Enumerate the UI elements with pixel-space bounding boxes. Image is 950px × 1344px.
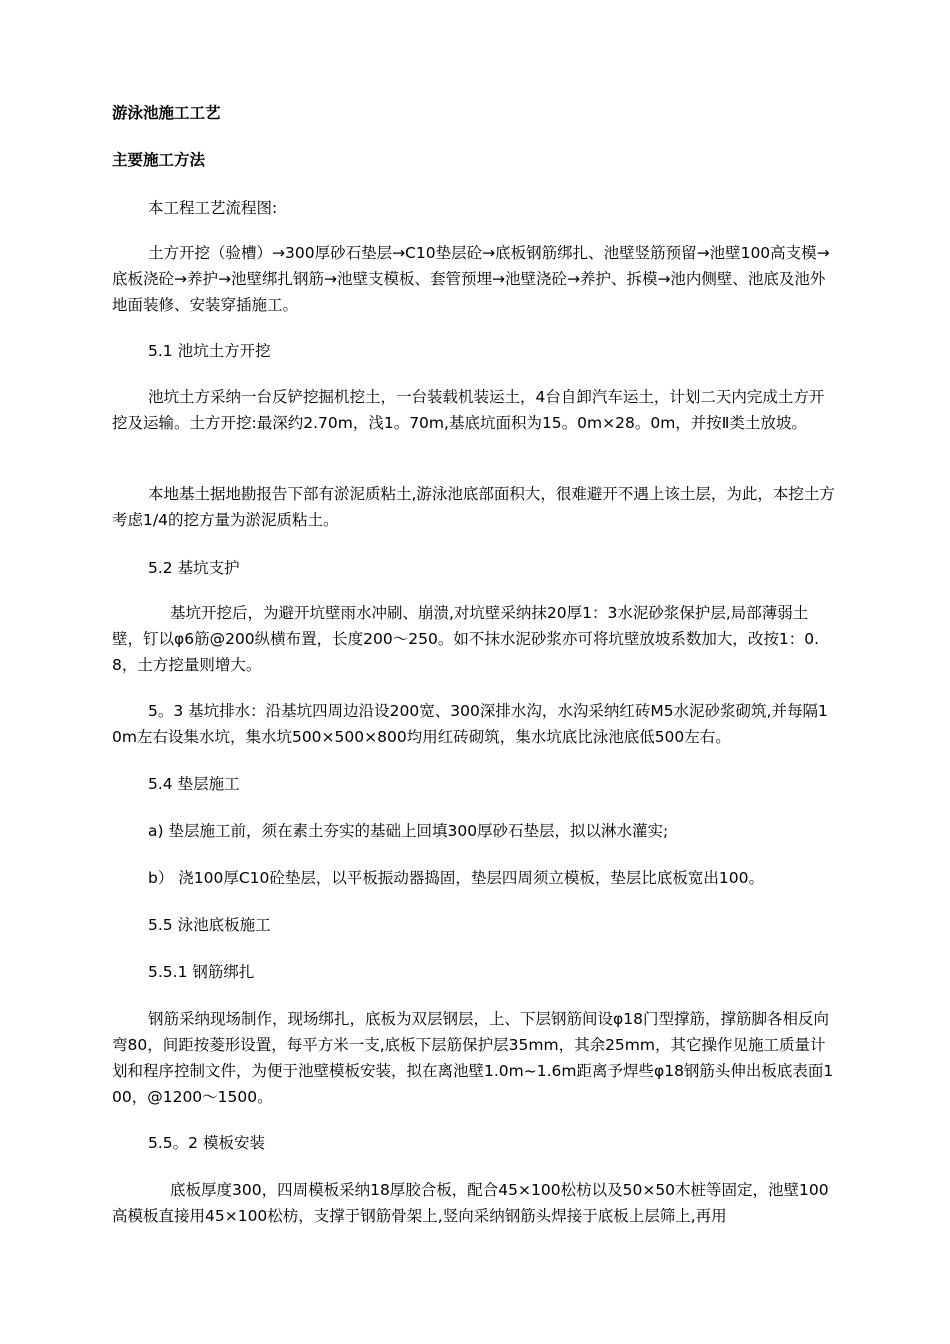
paragraph-pit-support: 基坑开挖后，为避开坑壁雨水冲刷、崩溃,对坑壁采纳抹20厚1：3水泥砂浆保护层,局部薄弱土壁，钉以φ6筋@200纵横布置，长度200～250。如不抹水泥砂浆亦可将坑壁放坡系数加大，改按1：0.8，土方挖量则增大。 — [112, 604, 819, 674]
paragraph-process-flow: 土方开挖（验槽）→300厚砂石垫层→C10垫层砼→底板钢筋绑扎、池壁竖筋预留→池壁100高支模→底板浇砼→养护→池壁绑扎钢筋→池壁支模板、套管预埋→池壁浇砼→养护、拆模→池内侧壁、池底及池外地面装修、安装穿插施工。 — [112, 244, 830, 314]
paragraph-cushion-b: b） 浇100厚C10砼垫层，以平板振动器捣固，垫层四周须立模板，垫层比底板宽出100。 — [148, 869, 764, 887]
document-title: 游泳池施工工艺 — [112, 104, 221, 122]
paragraph-flow-intro: 本工程工艺流程图: — [148, 199, 278, 217]
section-heading-5-5: 5.5 泳池底板施工 — [148, 916, 271, 934]
paragraph-formwork: 底板厚度300，四周模板采纳18厚胶合板，配合45×100松枋以及50×50木桩等固定，池壁100高模板直接用45×100松枋，支撑于钢筋骨架上,竖向采纳钢筋头焊接于底板上层筛上,再用 — [112, 1181, 829, 1225]
section-heading-5-5-1: 5.5.1 钢筋绑扎 — [148, 963, 255, 981]
section-heading-5-2: 5.2 基坑支护 — [148, 559, 240, 577]
paragraph-pit-drainage: 5。3 基坑排水：沿基坑四周边沿设200宽、300深排水沟，水沟采纳红砖M5水泥砂浆砌筑,并每隔10m左右设集水坑，集水坑500×500×800均用红砖砌筑，集水坑底比泳池底低500左右。 — [112, 702, 828, 746]
section-heading-5-4: 5.4 垫层施工 — [148, 775, 240, 793]
paragraph-cushion-a: a) 垫层施工前，须在素土夯实的基础上回填300厚砂石垫层，拟以淋水灌实; — [148, 822, 669, 840]
document-subtitle: 主要施工方法 — [112, 151, 206, 169]
section-heading-5-1: 5.1 池坑土方开挖 — [148, 342, 271, 360]
section-heading-5-5-2: 5.5。2 模板安装 — [148, 1134, 265, 1152]
paragraph-excavation: 池坑土方采纳一台反铲挖掘机挖土，一台装载机装运土，4台自卸汽车运土，计划二天内完成土方开挖及运输。土方开挖:最深约2.70m，浅1。70m,基底坑面积为15。0m×28。0m，并按Ⅱ类土放坡。 — [112, 388, 825, 432]
paragraph-rebar-binding: 钢筋采纳现场制作，现场绑扎，底板为双层钢层，上、下层钢筋间设φ18门型撑筋，撑筋脚各相反向弯80，间距按菱形设置，每平方米一支,底板下层筋保护层35mm，其余25mm，其它操作见施工质量计划和程序控制文件，为便于池壁模板安装，拟在离池壁1.0m~1.6m距离予焊些φ18钢筋头伸出板底表面100，@1200～1500。 — [112, 1010, 834, 1106]
paragraph-soil-report: 本地基土据地勘报告下部有淤泥质粘土,游泳池底部面积大，很难避开不遇上该土层，为此，本挖土方考虑1/4的挖方量为淤泥质粘土。 — [112, 485, 835, 529]
